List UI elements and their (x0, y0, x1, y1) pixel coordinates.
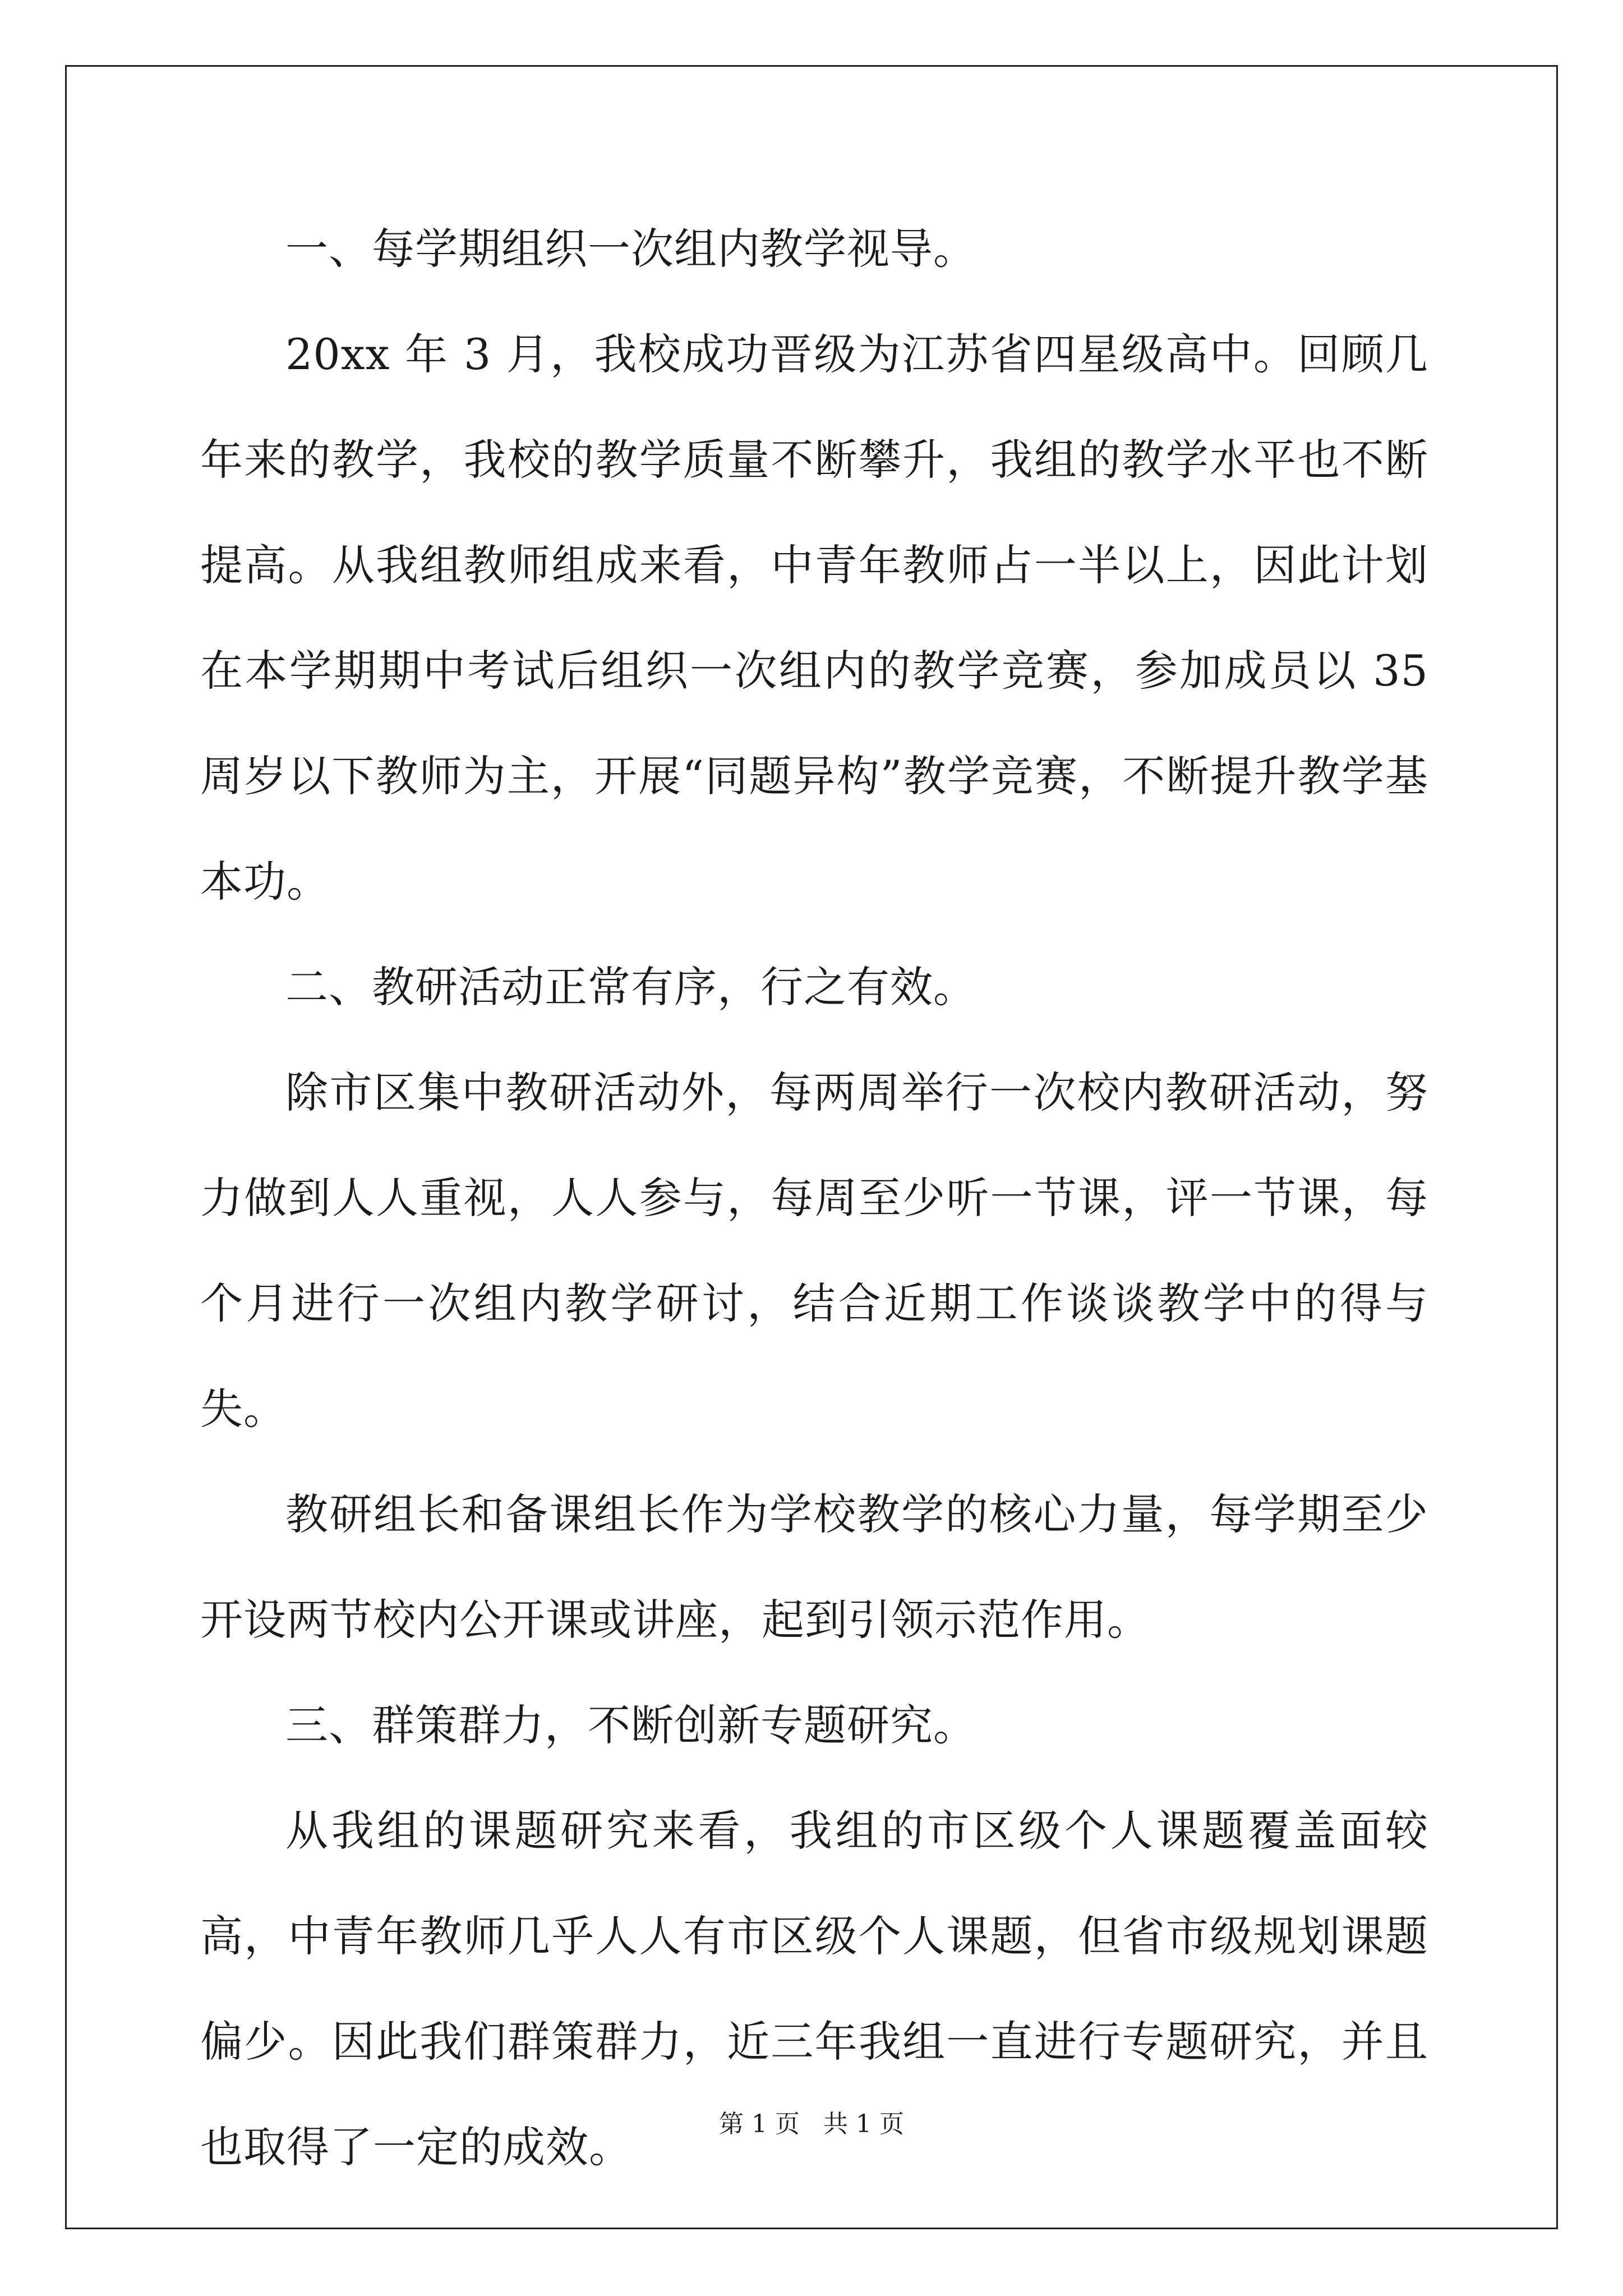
heading-3: 三、群策群力，不断创新专题研究。 (285, 1700, 976, 1750)
heading-1: 一、每学期组织一次组内教学视导。 (285, 224, 976, 274)
paragraph-4: 从我组的课题研究来看，我组的市区级个人课题覆盖面较高，中青年教师几乎人人有市区级个人课题，但省市级规划课题偏少。因此我们群策群力，近三年我组一直进行专题研究，并且也取得了一定的成效。 (200, 1806, 1428, 2172)
page-footer (0, 2104, 1623, 2139)
document-body (200, 196, 1428, 2200)
page-total: 共 1 页 (823, 2110, 904, 2138)
paragraph-2: 除市区集中教研活动外，每两周举行一次校内教研活动，努力做到人人重视，人人参与，每周至少听一节课，评一节课，每个月进行一次组内教学研讨，结合近期工作谈谈教学中的得与失。 (200, 1068, 1428, 1434)
heading-2: 二、教研活动正常有序，行之有效。 (285, 962, 976, 1012)
paragraph-3: 教研组长和备课组长作为学校教学的核心力量，每学期至少开设两节校内公开课或讲座，起到引领示范作用。 (200, 1489, 1428, 1645)
paragraph-1: 20xx 年 3 月，我校成功晋级为江苏省四星级高中。回顾几年来的教学，我校的教学质量不断攀升，我组的教学水平也不断提高。从我组教师组成来看，中青年教师占一半以上，因此计划在本学期期中考试后组织一次组内的教学竞赛，参加成员以 35 周岁以下教师为主，开展“同题异构”教学竞赛，不断提升教学基本功。 (200, 329, 1428, 907)
page-number: 第 1 页 (719, 2110, 800, 2138)
